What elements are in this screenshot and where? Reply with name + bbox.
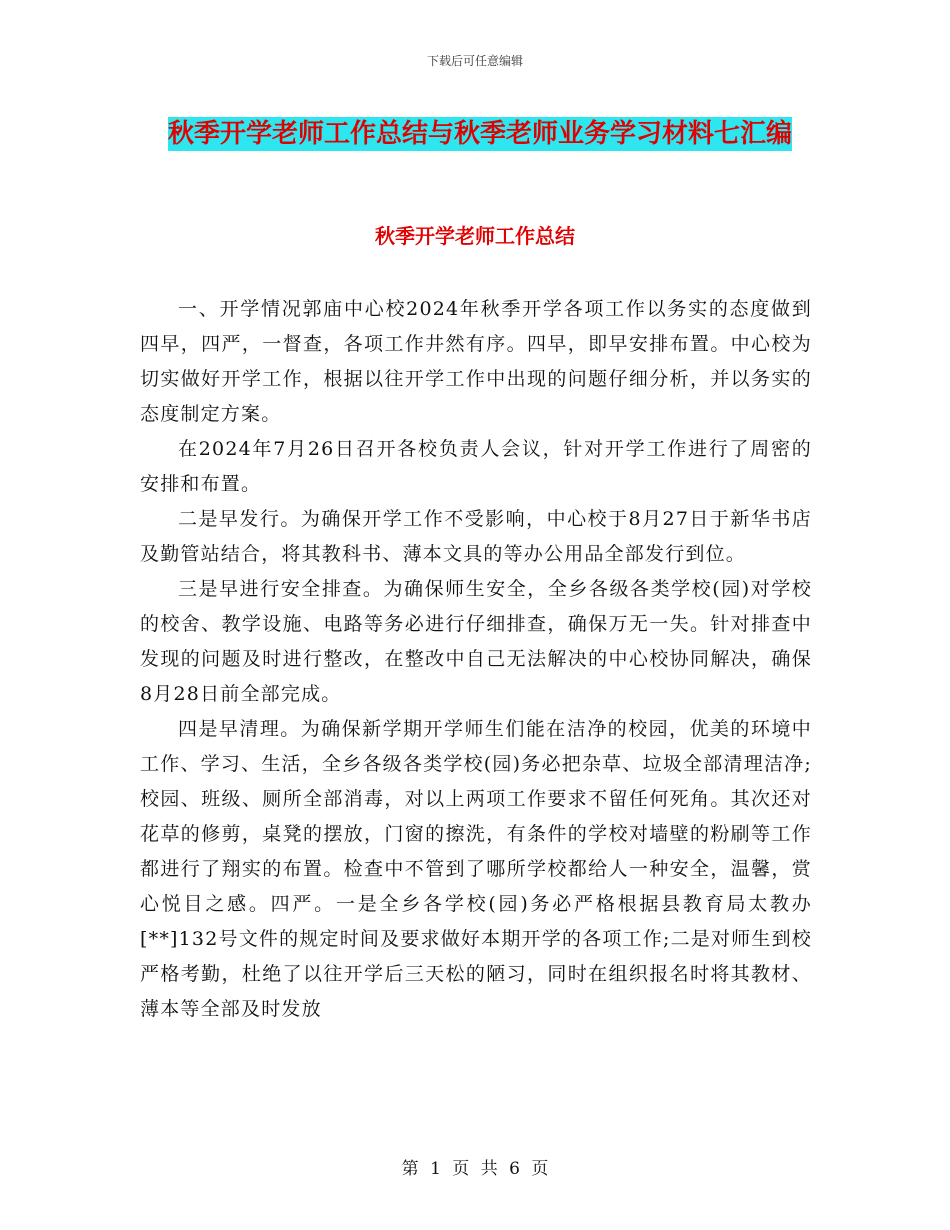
body-paragraph: 四是早清理。为确保新学期开学师生们能在洁净的校园，优美的环境中工作、学习、生活，全乡各级各类学校(园)务必把杂草、垃圾全部清理洁净;校园、班级、厕所全部消毒，对以上两项工作要求不留任何死角。其次还对花草的修剪，桌凳的摆放，门窗的擦洗，有条件的学校对墙壁的粉刷等工作都进行了翔实的布置。检查中不管到了哪所学校都给人一种安全，温馨，赏心悦目之感。四严。一是全乡各学校(园)务必严格根据县教育局太教办[**]132号文件的规定时间及要求做好本期开学的各项工作;二是对师生到校严格考勤，杜绝了以往开学后三天松的陋习，同时在组织报名时将其教材、薄本等全部及时发放: [140, 718, 812, 1020]
body-paragraph: 一、开学情况郭庙中心校2024年秋季开学各项工作以务实的态度做到四早，四严，一督查，各项工作井然有序。四早，即早安排布置。中心校为切实做好开学工作，根据以往开学工作中出现的问题仔细分析，并以务实的态度制定方案。: [140, 298, 812, 425]
section-title: 秋季开学老师工作总结: [375, 224, 575, 248]
body-paragraph: 三是早进行安全排查。为确保师生安全，全乡各级各类学校(园)对学校的校舍、教学设施、电路等务必进行仔细排查，确保万无一失。针对排查中发现的问题及时进行整改，在整改中自己无法解决的中心校协同解决，确保8月28日前全部完成。: [140, 578, 812, 705]
page-number: 第 1 页 共 6 页: [401, 1159, 549, 1179]
document-body: [140, 292, 812, 1027]
document-title-text: 秋季开学老师工作总结与秋季老师业务学习材料七汇编: [167, 119, 792, 149]
page-header: 下载后可任意编辑: [426, 54, 523, 68]
document-title: [140, 112, 820, 156]
body-paragraph: 二是早发行。为确保开学工作不受影响，中心校于8月27日于新华书店及勤管站结合，将其教科书、薄本文具的等办公用品全部发行到位。: [140, 508, 812, 565]
body-paragraph: 在2024年7月26日召开各校负责人会议，针对开学工作进行了周密的安排和布置。: [140, 438, 812, 495]
